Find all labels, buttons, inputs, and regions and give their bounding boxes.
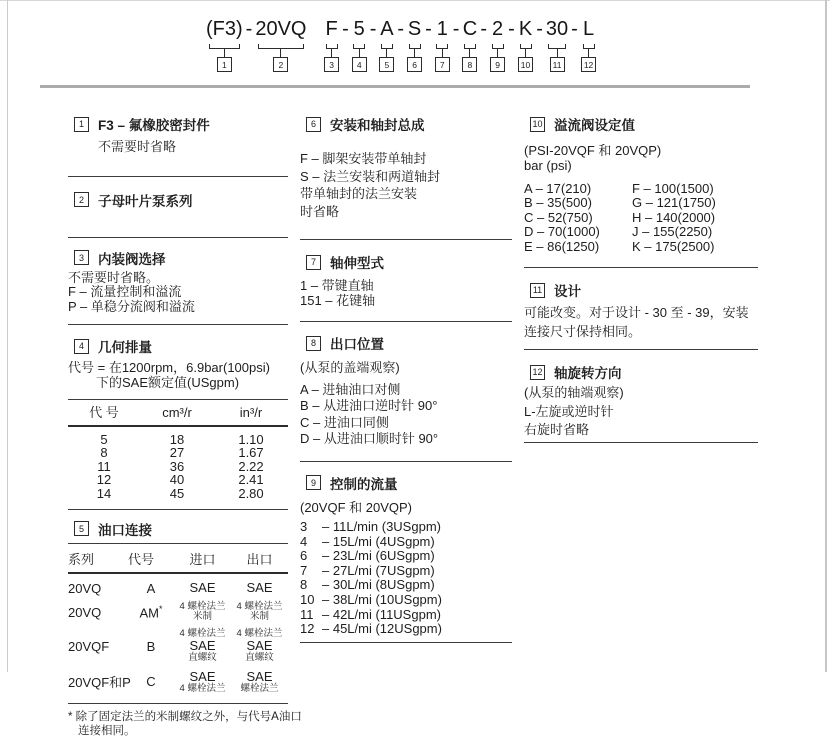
setting-row: D – 70(1000) J – 155(2250) (524, 224, 713, 240)
section-number-box: 8 (306, 336, 321, 351)
section-number-box: 1 (74, 117, 89, 132)
section-text: 右旋时省略 (524, 422, 590, 438)
table-row (68, 667, 288, 698)
cell: 45 (169, 485, 185, 501)
code-position-box: 2 (273, 57, 288, 72)
divider (68, 324, 288, 325)
section-text: (从泵的轴端观察) (524, 385, 624, 401)
section-title: 内装阀选择 (98, 251, 166, 267)
table-row (68, 473, 288, 487)
bracket-stem (469, 49, 470, 57)
code-separator: - (369, 18, 377, 40)
divider (300, 239, 512, 240)
footnote-text: * 除了固定法兰的米制螺纹之外，与代号A油口 (68, 711, 302, 724)
cell: 20VQ (68, 604, 102, 620)
table-row (68, 446, 288, 460)
section-number-box: 3 (74, 250, 89, 265)
code-position-box: 5 (379, 57, 394, 72)
section-number-box: 5 (74, 521, 89, 536)
code-position-box: 1 (217, 57, 232, 72)
column-header: 出口 (246, 551, 273, 567)
cell: 4 螺栓法兰 (179, 682, 226, 694)
section-text: 连接尺寸保持相同。 (524, 324, 642, 340)
code-separator: - (245, 18, 253, 40)
table-header-row (68, 543, 288, 574)
section-title: 轴伸型式 (330, 256, 384, 271)
section-port-connection (68, 519, 302, 738)
list-item: 4 – 15L/mi (4USgpm) (300, 533, 435, 549)
cell: 直螺纹 (188, 652, 217, 664)
column-header: 代号 (128, 551, 155, 567)
section-number-box: 12 (530, 365, 545, 380)
cell: 12 (96, 472, 112, 488)
cell: 4 螺栓法兰 (179, 600, 226, 612)
cell: 2.22 (238, 458, 264, 474)
divider (300, 321, 512, 322)
cell: 4 螺栓法兰 (179, 627, 226, 639)
cell: 20VQF (68, 638, 110, 654)
setting-row: E – 86(1250) K – 175(2500) (524, 238, 715, 254)
code-segment-text: 20VQ (255, 18, 307, 40)
column-header: 代 号 (89, 405, 119, 420)
section-text: 不需要时省略。 (68, 269, 160, 285)
code-separator: - (397, 18, 405, 40)
section-title: 出口位置 (330, 337, 384, 352)
model-code (206, 16, 596, 72)
code-segment (462, 16, 477, 72)
section-text: 代号 = 在1200rpm，6.9bar(100psi) (68, 360, 270, 375)
header-divider (40, 85, 750, 88)
code-segment-text: 30 (545, 18, 569, 40)
code-segment-text: (F3) (206, 18, 243, 40)
bracket-stem (331, 49, 332, 57)
section-title: 油口连接 (98, 522, 152, 538)
list-item: 12 – 45L/mi (12USgpm) (300, 621, 442, 637)
section-text: A – 进轴油口对侧 (300, 381, 401, 397)
setting-row: A – 17(210) F – 100(1500) (524, 181, 714, 196)
code-segment (352, 16, 367, 72)
code-position-box: 8 (462, 57, 477, 72)
code-segment-text: A (380, 18, 394, 40)
section-rotation (524, 362, 758, 440)
section-text: F – 流量控制和溢流 (68, 284, 182, 299)
table-row (68, 578, 288, 599)
code-segment (581, 16, 596, 72)
divider (524, 267, 758, 268)
code-segment (407, 16, 422, 72)
section-text: 不需要时省略 (98, 139, 177, 154)
section-number-box: 9 (306, 475, 321, 490)
cell: 1.67 (238, 445, 264, 461)
section-number-box: 11 (530, 283, 545, 298)
cell: 18 (169, 431, 185, 447)
setting-row: B – 35(500) G – 121(1750) (524, 195, 716, 211)
code-segment-text: C (462, 18, 478, 40)
code-separator: - (536, 18, 543, 40)
page-top-border (0, 0, 830, 1)
divider (300, 642, 512, 643)
cell: A (146, 580, 156, 596)
section-title: 控制的流量 (330, 476, 398, 492)
code-segment (546, 16, 568, 72)
code-position-box: 3 (324, 57, 339, 72)
section-text: S – 法兰安装和两道轴封 (300, 168, 441, 184)
section-text: 可能改变。对于设计 - 30 至 - 39，安装 (524, 305, 749, 321)
bracket-stem (442, 49, 443, 57)
cell: 4 螺栓法兰 (236, 627, 283, 639)
column-header: 进口 (189, 551, 216, 567)
code-segment (255, 16, 306, 72)
code-position-box: 12 (581, 57, 596, 72)
code-segment-text: 5 (353, 18, 365, 40)
code-position-box: 10 (518, 57, 533, 72)
cell: 11 (97, 458, 111, 474)
table-row (68, 460, 288, 474)
cell: SAE (246, 638, 273, 654)
code-segment (490, 16, 505, 72)
code-separator: - (342, 18, 349, 40)
code-segment-text: F (325, 18, 338, 40)
section-text: 151 – 花键轴 (300, 293, 376, 308)
cell: 14 (96, 485, 112, 501)
section-title: 轴旋转方向 (554, 366, 622, 382)
section-text: 时省略 (300, 203, 340, 219)
page-right-border (825, 0, 827, 672)
displacement-table (68, 399, 288, 509)
bracket-stem (359, 49, 360, 57)
code-separator: - (452, 18, 460, 40)
code-position-box: 4 (352, 57, 367, 72)
cell: 米制 (192, 611, 212, 623)
code-segment-text: L (583, 18, 595, 40)
column-header: cm³/r (162, 405, 192, 420)
code-separator: - (480, 18, 488, 40)
cell: SAE (189, 580, 216, 596)
code-segment-text: 2 (492, 18, 504, 40)
cell: 20VQF和P (68, 675, 131, 691)
footnote-marker: * (158, 603, 163, 614)
column-3 (524, 110, 758, 443)
section-number-box: 2 (74, 192, 89, 207)
code-segment (518, 16, 533, 72)
column-header: 系列 (68, 551, 95, 567)
section-text: C – 进油口同侧 (300, 414, 389, 430)
section-f3-seals (68, 114, 288, 155)
list-item: 10 – 38L/mi (10USgpm) (300, 591, 442, 607)
table-header-row (68, 399, 288, 427)
section-design (524, 280, 758, 341)
section-mounting-seal (300, 114, 512, 220)
cell: 1.10 (238, 431, 264, 447)
section-text: F – 脚架安装带单轴封 (300, 151, 427, 166)
cell: 4 螺栓法兰 (236, 600, 283, 612)
section-title: 子母叶片泵系列 (98, 193, 193, 209)
table-row (68, 599, 288, 626)
bracket-stem (386, 49, 387, 57)
table-row (68, 487, 288, 501)
divider (68, 237, 288, 238)
divider (68, 509, 288, 510)
divider (524, 349, 758, 350)
page-left-border (7, 0, 8, 672)
code-segment (324, 16, 339, 72)
section-title: 安装和轴封总成 (330, 118, 425, 133)
section-text: 下的SAE额定值(USgpm) (96, 374, 240, 390)
code-segment-text: 1 (436, 18, 448, 40)
section-note: (PSI-20VQF 和 20VQP) (524, 143, 662, 158)
bracket-stem (224, 49, 225, 57)
section-shaft-type (300, 252, 512, 308)
section-number-box: 7 (306, 255, 321, 270)
table-row (68, 433, 288, 447)
section-text: D – 从进油口顺时针 90° (300, 431, 439, 446)
list-item: 11 – 42L/mi (11USgpm) (300, 606, 441, 622)
section-internal-valve (68, 248, 288, 315)
cell: 螺栓法兰 (240, 682, 279, 694)
bracket-stem (280, 49, 281, 57)
section-number-box: 4 (74, 339, 89, 354)
section-displacement (68, 336, 288, 509)
cell: SAE (246, 580, 273, 596)
cell: 米制 (249, 611, 269, 623)
code-position-box: 6 (407, 57, 422, 72)
divider (524, 442, 758, 443)
code-segment (206, 16, 243, 72)
section-text: L-左旋或逆时针 (524, 403, 614, 419)
cell: 5 (100, 431, 108, 447)
cell: SAE (246, 668, 273, 684)
bracket-stem (557, 49, 558, 57)
section-text: P – 单稳分流阀和溢流 (68, 298, 195, 314)
section-relief-setting (524, 114, 758, 254)
code-position-box: 9 (490, 57, 505, 72)
code-segment-text: K (518, 18, 533, 40)
list-item: 6 – 23L/mi (6USgpm) (300, 548, 435, 564)
bracket-stem (525, 49, 526, 57)
section-note: (从泵的盖端观察) (300, 360, 400, 375)
code-separator (314, 16, 320, 42)
column-2 (300, 110, 512, 643)
list-item: 3 – 11L/min (3USgpm) (300, 519, 441, 534)
section-title: 溢流阀设定值 (554, 118, 635, 133)
cell: 8 (100, 445, 108, 461)
section-title: 设计 (554, 284, 581, 300)
column-1 (68, 110, 302, 738)
code-position-box: 7 (435, 57, 450, 72)
code-segment-text: S (407, 18, 422, 40)
list-item: 7 – 27L/mi (7USgpm) (300, 562, 435, 578)
code-separator: - (571, 18, 578, 40)
port-connection-table (68, 574, 288, 705)
bracket-stem (414, 49, 415, 57)
code-segment (435, 16, 450, 72)
footnote-text: 连接相同。 (78, 724, 136, 737)
code-separator: - (425, 18, 432, 40)
bracket-stem (588, 49, 589, 57)
code-separator: - (508, 18, 515, 40)
cell: 27 (169, 445, 185, 461)
cell: B (146, 638, 156, 654)
divider (300, 461, 512, 462)
section-number-box: 10 (530, 117, 545, 132)
section-text: 带单轴封的法兰安装 (300, 186, 418, 201)
divider (68, 176, 288, 177)
list-item: 8 – 30L/mi (8USgpm) (300, 577, 435, 593)
section-note: (20VQF 和 20VQP) (300, 499, 412, 515)
column-header: in³/r (239, 405, 263, 420)
section-title: F3 – 氟橡胶密封件 (98, 118, 210, 133)
section-pump-series (68, 190, 288, 210)
section-note: bar (psi) (524, 157, 572, 173)
section-controlled-flow (300, 473, 512, 637)
section-number-box: 6 (306, 117, 321, 132)
cell: 20VQ (68, 580, 102, 596)
code-segment (379, 16, 394, 72)
cell: 直螺纹 (245, 652, 274, 664)
table-row (68, 626, 288, 667)
cell: AM* (139, 603, 163, 621)
cell: SAE (189, 638, 216, 654)
setting-row: C – 52(750) H – 140(2000) (524, 209, 716, 225)
cell: 40 (169, 472, 185, 488)
cell: 2.80 (238, 485, 264, 501)
section-text: 1 – 带键直轴 (300, 278, 374, 293)
cell: 36 (169, 458, 185, 474)
section-text: B – 从进油口逆时针 90° (300, 398, 438, 413)
footnote (68, 711, 302, 738)
section-outlet-position (300, 333, 512, 448)
bracket-stem (497, 49, 498, 57)
cell: SAE (189, 668, 216, 684)
section-title: 几何排量 (98, 340, 152, 355)
code-position-box: 11 (550, 57, 565, 72)
cell: C (146, 674, 156, 690)
cell: 2.41 (238, 472, 264, 488)
